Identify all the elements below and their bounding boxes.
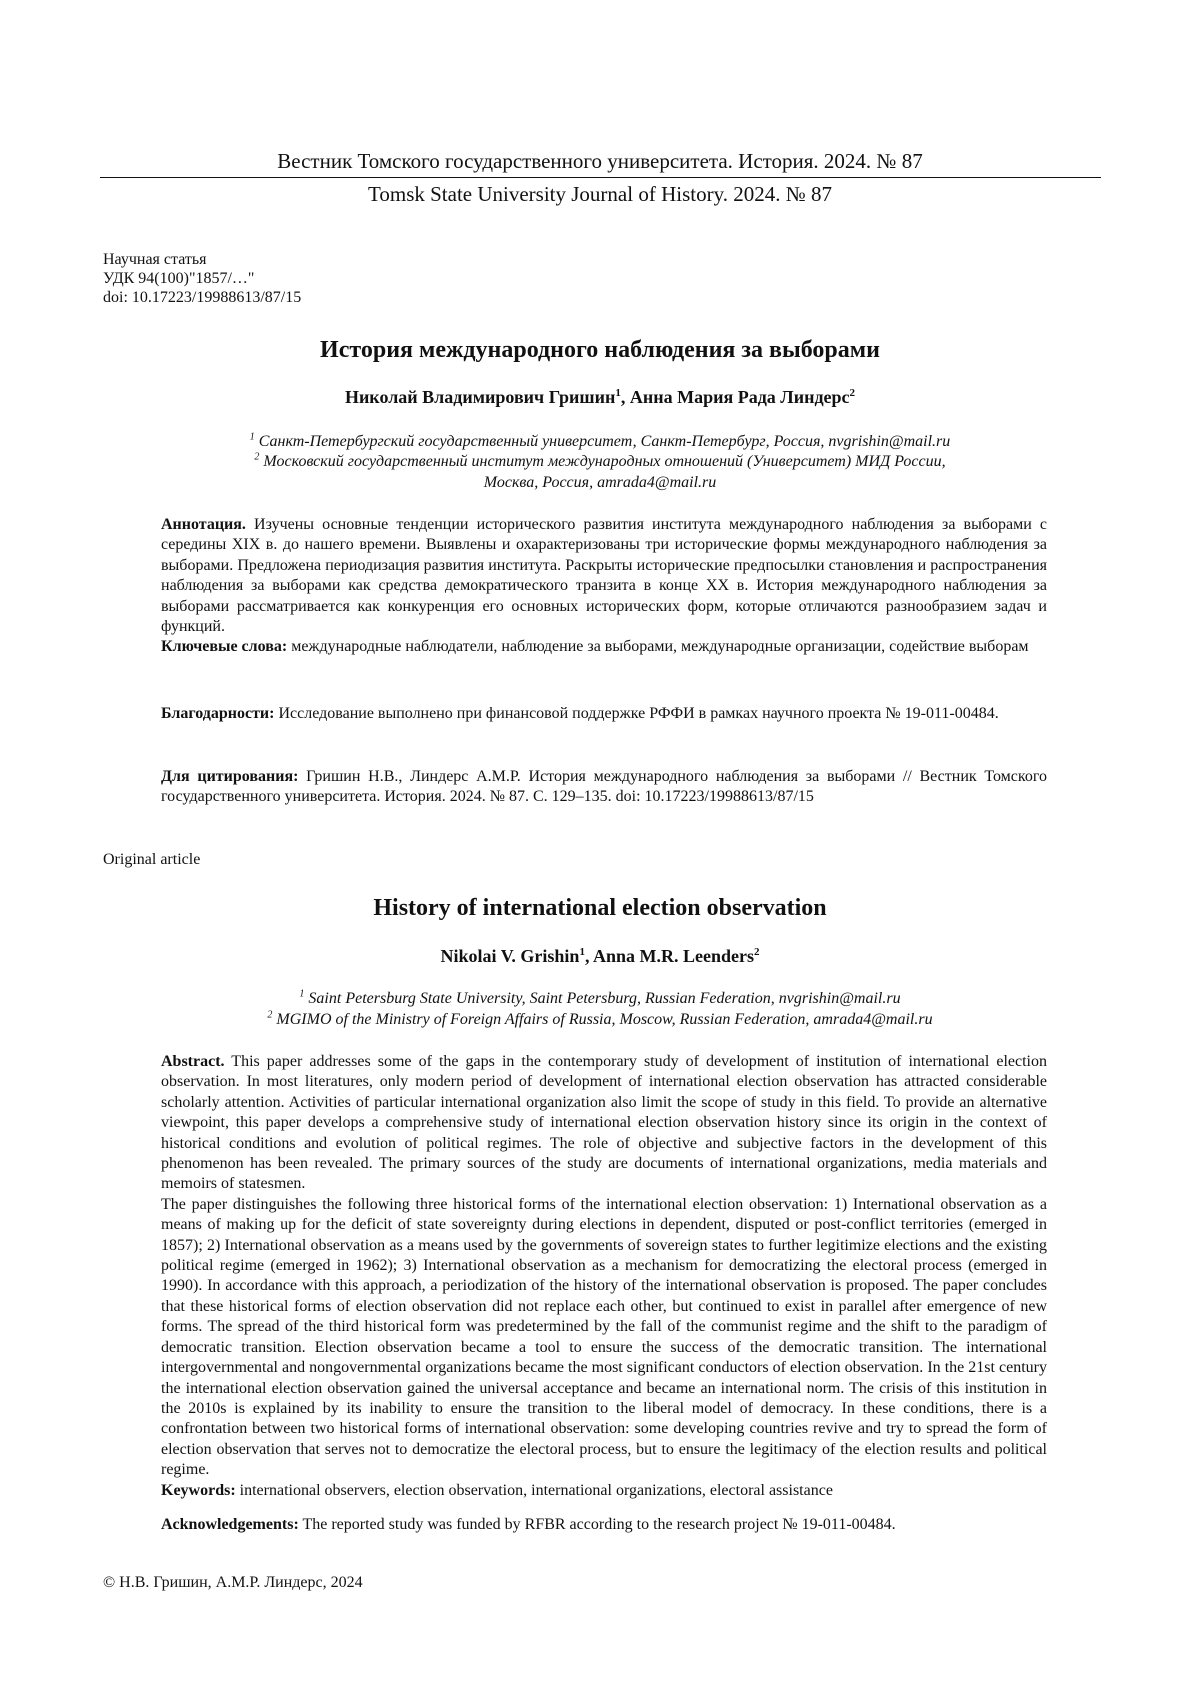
running-header-en: Tomsk State University Journal of History. 2024. № 87 xyxy=(0,181,1200,207)
affiliation-2-ru-line2: Москва, Россия, amrada4@mail.ru xyxy=(0,473,1200,493)
authors-ru xyxy=(0,386,1200,408)
abstract-en-text-1: This paper addresses some of the gaps in the contemporary study of development of institution of international election observation. In most literatures, only modern period of development of international election observation has attracted considerable scholarly attention. Activities of particular international organization also limit the scope of study in this field. To provide an alternative viewpoint, this paper develops a comprehensive study of international election observation history since its origin in the context of historical conditions and evolution of political regimes. The role of objective and subjective factors in the development of this phenomenon has been revealed. The primary sources of the study are documents of international organizations, media materials and memoirs of statesmen. xyxy=(161,1053,1047,1192)
author-2-en-sup: 2 xyxy=(754,946,760,958)
affiliation-1-ru-sup: 1 xyxy=(250,432,255,443)
author-1-en: Nikolai V. Grishin xyxy=(441,946,580,966)
acknowledgements-en-label: Acknowledgements: xyxy=(161,1516,299,1533)
acknowledgements-en-text: The reported study was funded by RFBR according to the research project № 19-011-00484. xyxy=(299,1516,896,1533)
article-type-en: Original article xyxy=(103,850,200,869)
affiliation-2-en-text: MGIMO of the Ministry of Foreign Affairs of Russia, Moscow, Russian Federation, amrada4@mail.ru xyxy=(272,1011,932,1028)
acknowledgements-en xyxy=(161,1515,1047,1535)
abstract-en-label: Abstract. xyxy=(161,1053,225,1070)
paper-page xyxy=(0,0,1200,1697)
author-sep-en: , xyxy=(585,946,593,966)
keywords-en-label: Keywords: xyxy=(161,1482,236,1499)
copyright-notice: © Н.В. Гришин, А.М.Р. Линдерс, 2024 xyxy=(103,1573,363,1593)
author-1-ru-sup: 1 xyxy=(615,387,621,399)
title-ru: История международного наблюдения за выборами xyxy=(0,335,1200,365)
author-2-ru-sup: 2 xyxy=(850,387,856,399)
acknowledgements-ru xyxy=(161,704,1047,724)
citation-ru-label: Для цитирования: xyxy=(161,768,298,785)
doi: doi: 10.17223/19988613/87/15 xyxy=(103,288,301,307)
affiliation-1-ru xyxy=(0,432,1200,452)
author-1-ru: Николай Владимирович Гришин xyxy=(345,387,615,407)
affiliation-2-ru-sup: 2 xyxy=(254,452,259,463)
acknowledgements-ru-label: Благодарности: xyxy=(161,705,274,722)
running-header-ru: Вестник Томского государственного университета. История. 2024. № 87 xyxy=(0,148,1200,174)
abstract-en-text-2: The paper distinguishes the following three historical forms of the international election observation: 1) International observation as a means of making up for the deficit of state sovereignty during elections in dependent, disputed or post-conflict territories (emerged in 1857); 2) International observation as a means used by the governments of sovereign states to further legitimize elections and the existing political regime (emerged in 1962); 3) International observation as a mechanism for democratizing the electoral process (emerged in 1990). In accordance with this approach, a periodiza­tion of the history of the international observation is proposed. The paper concludes that these historical forms of elec­tion observation did not replace each other, but continued to exist in parallel after emergence of new forms. The spread of the third historical form was predetermined by the fall of the communist regime and the shift to the paradigm of democratic transition. Election observation became a tool to ensure the success of the democratic transition. The interna­tional intergovernmental and nongovernmental organizations became the most significant conductors of election obser­vation. In the 21st century the international election observation gained the universal acceptance and became an interna­tional norm. The crisis of this institution in the 2010s is explained by its inability to ensure the transition to the liberal model of democracy. In these conditions, there is a confrontation between two historical forms of international observa­tion: some developing countries revive and try to spread the form of election observation that serves not to democratize the electoral process, but to ensure the legitimacy of the election results and political regime. xyxy=(161,1195,1047,1481)
affiliation-1-en xyxy=(0,989,1200,1009)
keywords-ru xyxy=(161,637,1047,657)
keywords-ru-text: международные наблюдатели, наблюдение за выборами, международные организации, содействие выборам xyxy=(287,638,1028,655)
affiliation-2-en xyxy=(0,1010,1200,1030)
abstract-ru xyxy=(161,515,1047,658)
abstract-ru-text: Изучены основные тенденции исторического развития института международного наблюдения за выборами с середины XIX в. до нашего времени. Выявлены и охарактеризованы три исторические формы международного наблюдения за выборами. Предложена периодизация развития института. Раскрыты историче­ские предпосылки становления и распространения наблюдения за выборами как средства демократического транзита в конце XX в. История международного наблюдения за выборами рассматривается как конкуренция его основных исторических форм, которые отличаются разнообразием задач и функций. xyxy=(161,516,1047,635)
author-1-en-sup: 1 xyxy=(579,946,585,958)
affiliation-1-ru-text: Санкт-Петербургский государственный университет, Санкт-Петербург, Россия, nvgrishin@mail.ru xyxy=(255,433,951,450)
abstract-ru-label: Аннотация. xyxy=(161,516,246,533)
article-type-ru: Научная статья xyxy=(103,250,207,269)
title-en: History of international election observation xyxy=(0,893,1200,923)
keywords-en xyxy=(161,1481,1047,1501)
citation-ru xyxy=(161,767,1047,808)
authors-en xyxy=(0,945,1200,967)
affiliation-1-en-text: Saint Petersburg State University, Saint Petersburg, Russian Federation, nvgrishin@mail.ru xyxy=(304,990,900,1007)
keywords-en-text: international observers, election observation, international organizations, electoral assistance xyxy=(236,1482,833,1499)
keywords-ru-label: Ключевые слова: xyxy=(161,638,287,655)
author-2-en: Anna M.R. Leenders xyxy=(593,946,754,966)
abstract-en xyxy=(161,1052,1047,1501)
acknowledgements-ru-text: Исследование выполнено при финансовой поддержке РФФИ в рамках научного проекта № 19-011-00484. xyxy=(274,705,998,722)
affiliation-2-ru xyxy=(0,452,1200,472)
udc-code: УДК 94(100)"1857/…" xyxy=(103,269,254,288)
affiliation-1-en-sup: 1 xyxy=(299,989,304,1000)
author-2-ru: Анна Мария Рада Линдерс xyxy=(630,387,850,407)
affiliation-2-en-sup: 2 xyxy=(267,1010,272,1021)
header-divider xyxy=(100,177,1101,178)
citation-ru-text: Гришин Н.В., Линдерс А.М.Р. История международного наблюдения за выборами // Вест­ник Томского государственного университета. История. 2024. № 87. С. 129–135. doi: 10.17223/19988613/87/15 xyxy=(161,768,1047,805)
author-sep-ru: , xyxy=(621,387,630,407)
affiliation-2-ru-line1: Московский государственный институт международных отношений (Университет) МИД России, xyxy=(259,453,945,470)
